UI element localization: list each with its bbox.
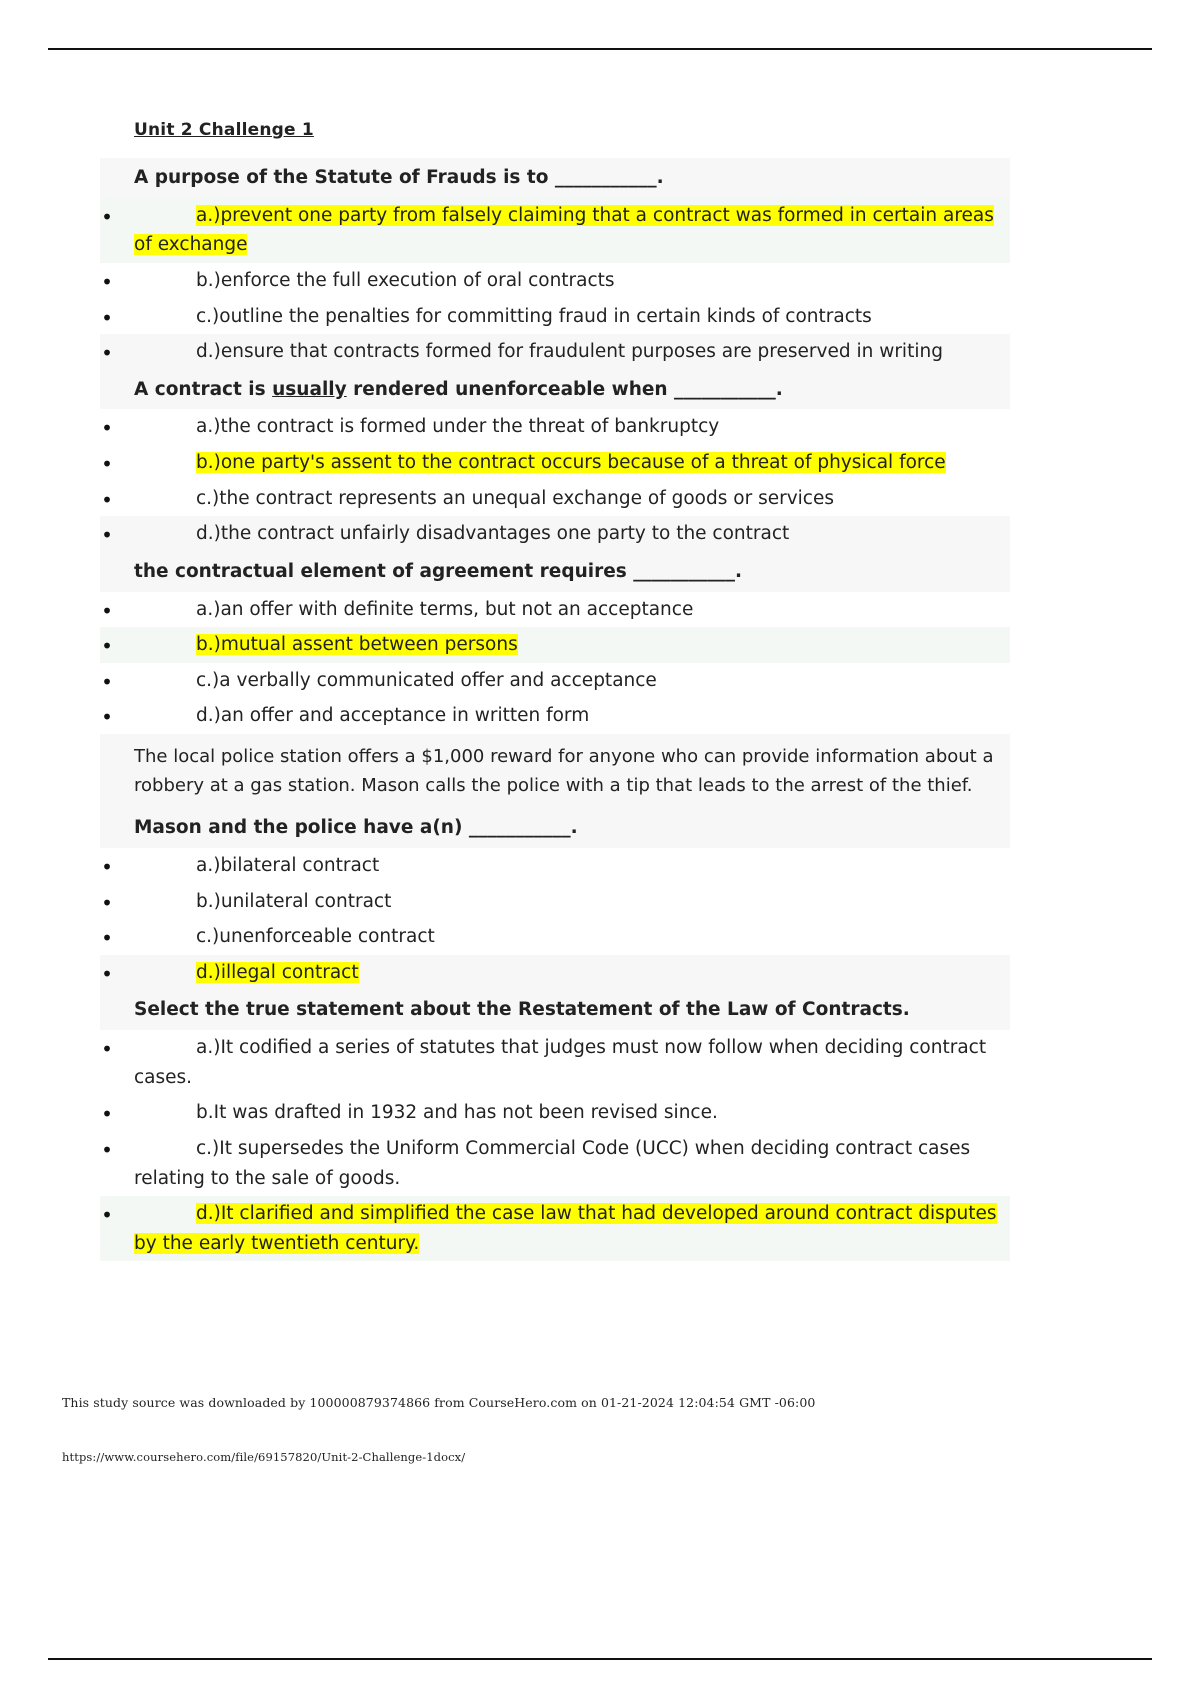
question-text: the contractual element of agreement requires ___________. <box>134 560 743 582</box>
bullet-icon: • <box>101 890 113 915</box>
bullet-icon: • <box>101 855 113 880</box>
option-text: illegal contract <box>220 961 359 983</box>
page-title: Unit 2 Challenge 1 <box>134 120 314 140</box>
question-text: A contract is <box>134 378 273 400</box>
option-row[interactable] <box>100 409 1010 445</box>
option-text: mutual assent between persons <box>220 634 518 656</box>
bullet-icon: • <box>101 961 113 986</box>
option-row[interactable] <box>100 698 1010 734</box>
bullet-icon: • <box>101 1203 113 1228</box>
question-prompt <box>100 990 1010 1030</box>
option-text: It clarified and simplified the case law that had developed around contract disputes by the early twentieth century. <box>134 1203 997 1254</box>
option-row[interactable] <box>100 955 1010 991</box>
bullet-icon: • <box>101 523 113 548</box>
bullet-icon: • <box>101 926 113 951</box>
option-text: unenforceable contract <box>219 926 435 948</box>
bullet-icon: • <box>101 487 113 512</box>
option-text: bilateral contract <box>220 855 380 877</box>
option-row[interactable] <box>100 1131 1010 1196</box>
bullet-icon: • <box>101 452 113 477</box>
page-bottom-rule <box>48 1658 1152 1660</box>
option-text: outline the penalties for committing fraud in certain kinds of contracts <box>219 305 872 327</box>
option-row[interactable] <box>100 884 1010 920</box>
option-label: c.) <box>196 1137 220 1159</box>
option-label: a.) <box>196 1037 221 1059</box>
option-text: It was drafted in 1932 and has not been revised since. <box>213 1102 718 1124</box>
option-text: an offer with definite terms, but not an acceptance <box>220 598 694 620</box>
download-notice: This study source was downloaded by 100000879374866 from CourseHero.com on 01-21-2024 12:04:54 GMT -06:00 <box>62 1395 816 1410</box>
question-prompt <box>100 370 1010 410</box>
question-scenario: The local police station offers a $1,000 reward for anyone who can provide information about a robbery at a gas station. Mason calls the police with a tip that leads to the arrest of the thief. <box>100 734 1010 808</box>
option-row[interactable] <box>100 445 1010 481</box>
bullet-icon: • <box>101 269 113 294</box>
option-label: d.) <box>196 1203 221 1225</box>
question-text: Mason and the police have a(n) ___________. <box>134 817 578 839</box>
option-row[interactable] <box>100 919 1010 955</box>
option-label: a.) <box>196 416 221 438</box>
question-prompt <box>100 552 1010 592</box>
option-label: c.) <box>196 487 220 509</box>
bullet-icon: • <box>101 1037 113 1062</box>
option-label: b. <box>196 1102 214 1124</box>
option-row[interactable] <box>100 481 1010 517</box>
bullet-icon: • <box>101 204 113 229</box>
option-text: the contract represents an unequal exchange of goods or services <box>219 487 834 509</box>
option-text: It codified a series of statutes that judges must now follow when deciding contract cases. <box>134 1037 987 1088</box>
option-text: the contract is formed under the threat of bankruptcy <box>220 416 720 438</box>
option-label: b.) <box>196 890 221 912</box>
option-label: b.) <box>196 452 221 474</box>
option-text: a verbally communicated offer and acceptance <box>219 669 657 691</box>
option-label: c.) <box>196 305 220 327</box>
option-text: prevent one party from falsely claiming that a contract was formed in certain areas of exchange <box>134 204 994 256</box>
bullet-icon: • <box>101 416 113 441</box>
question-prompt <box>100 808 1010 848</box>
option-row[interactable] <box>100 299 1010 335</box>
option-row[interactable] <box>100 1196 1010 1261</box>
option-label: d.) <box>196 523 221 545</box>
option-text: It supersedes the Uniform Commercial Code (UCC) when deciding contract cases relating to the sale of goods. <box>134 1137 971 1189</box>
bullet-icon: • <box>101 669 113 694</box>
option-row[interactable] <box>100 198 1010 263</box>
option-row[interactable] <box>100 1030 1010 1095</box>
bullet-icon: • <box>101 1102 113 1127</box>
option-label: c.) <box>196 926 220 948</box>
bullet-icon: • <box>101 305 113 330</box>
option-row[interactable] <box>100 516 1010 552</box>
bullet-icon: • <box>101 705 113 730</box>
source-url[interactable]: https://www.coursehero.com/file/69157820/Unit-2-Challenge-1docx/ <box>62 1450 466 1464</box>
page-top-rule <box>48 48 1152 50</box>
option-label: b.) <box>196 269 221 291</box>
question-text: Select the true statement about the Restatement of the Law of Contracts. <box>134 999 910 1021</box>
option-text: an offer and acceptance in written form <box>220 705 590 727</box>
option-row[interactable] <box>100 263 1010 299</box>
option-row[interactable] <box>100 627 1010 663</box>
option-label: d.) <box>196 705 221 727</box>
option-row[interactable] <box>100 1095 1010 1131</box>
option-label: c.) <box>196 669 220 691</box>
option-label: a.) <box>196 204 221 226</box>
option-label: d.) <box>196 341 221 363</box>
bullet-icon: • <box>101 598 113 623</box>
bullet-icon: • <box>101 1137 113 1162</box>
option-label: d.) <box>196 961 221 983</box>
question-text-tail: rendered unenforceable when ___________. <box>346 378 783 400</box>
option-label: a.) <box>196 855 221 877</box>
option-text: enforce the full execution of oral contracts <box>220 269 615 291</box>
option-label: b.) <box>196 634 221 656</box>
bullet-icon: • <box>101 634 113 659</box>
bullet-icon: • <box>101 341 113 366</box>
option-text: unilateral contract <box>220 890 392 912</box>
option-row[interactable] <box>100 663 1010 699</box>
question-prompt <box>100 158 1010 198</box>
option-text: one party's assent to the contract occurs because of a threat of physical force <box>220 452 946 474</box>
option-text: ensure that contracts formed for fraudulent purposes are preserved in writing <box>220 341 943 363</box>
question-text: A purpose of the Statute of Frauds is to ___________. <box>134 167 664 188</box>
document-body <box>100 120 1010 1261</box>
question-text-underlined: usually <box>272 378 347 400</box>
option-row[interactable] <box>100 592 1010 628</box>
option-label: a.) <box>196 598 221 620</box>
option-row[interactable] <box>100 334 1010 370</box>
option-row[interactable] <box>100 848 1010 884</box>
option-text: the contract unfairly disadvantages one party to the contract <box>220 523 790 545</box>
